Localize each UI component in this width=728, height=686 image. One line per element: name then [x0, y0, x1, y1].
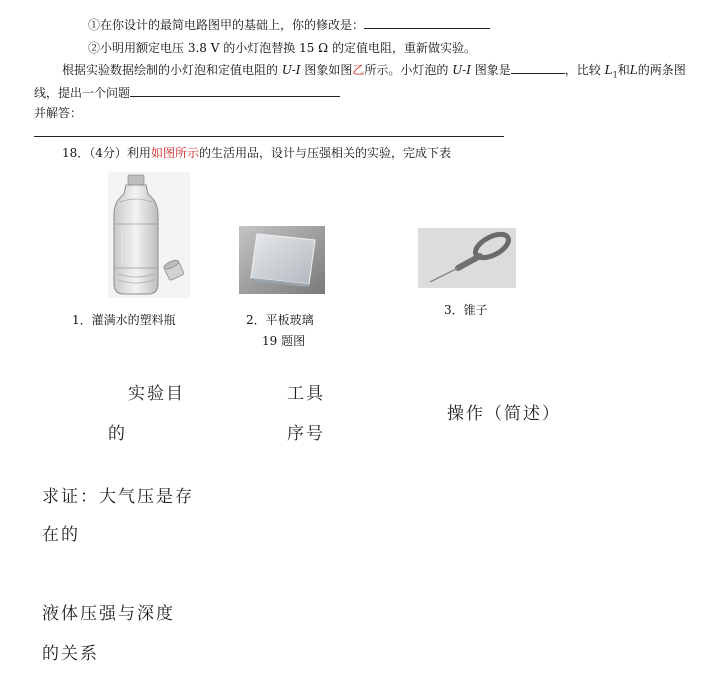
header-purpose-line-1: 实验目: [128, 384, 185, 404]
row2-purpose-line-2: 的关系: [42, 644, 99, 664]
answer-blank: [511, 61, 565, 74]
ui-label: U-I: [281, 63, 301, 77]
figure-label-2: 2．平板玻璃: [246, 313, 314, 327]
row2-purpose-line-1: 液体压强与深度: [42, 604, 175, 624]
q18-text: ）利用: [114, 146, 151, 160]
q17-line-2-text: 的小灯泡替换: [223, 41, 296, 55]
figure-ref-red: 乙: [352, 63, 365, 77]
q17-line-3-text: 图象如图: [304, 63, 353, 77]
q17-line-3-text: ，比较: [564, 63, 601, 77]
plastic-bottle-image: [108, 172, 190, 298]
row1-purpose-line-2: 在的: [42, 525, 80, 545]
answer-blank: [130, 84, 340, 97]
header-operation: 操作（简述）: [447, 404, 561, 424]
figure-label-1: 1．灌满水的塑料瓶: [72, 313, 176, 327]
q18-number: 18．（: [62, 146, 96, 160]
q17-line-5: 并解答：: [34, 106, 83, 120]
flat-glass-image: [239, 226, 325, 294]
awl-image: [418, 228, 516, 288]
q17-line-3: [62, 61, 686, 79]
header-tool-line-2: 序号: [287, 424, 325, 444]
answer-blank: [364, 16, 490, 29]
q17-line-3-text: 的两条图: [637, 63, 686, 77]
ui-label: U-I: [452, 63, 471, 77]
q17-line-2-text: 的定值电阻，重新做实验。: [331, 41, 476, 55]
q17-line-1: [88, 16, 490, 33]
row1-purpose-line-1: 求证：大气压是存: [42, 487, 194, 507]
header-purpose-line-2: 的: [108, 424, 127, 444]
figure-caption: 19 题图: [262, 334, 306, 348]
q17-line-3-text: 和: [617, 63, 630, 77]
answer-line: [34, 136, 504, 137]
q18-stem: [62, 144, 451, 161]
q17-line-4-text: 线，提出一个问题: [34, 86, 131, 100]
q18-points: 4分: [95, 146, 115, 160]
figure-label-3: 3．锥子: [444, 303, 488, 317]
lamp-label: L: [629, 63, 638, 77]
header-tool-line-1: 工具: [287, 384, 325, 404]
q17-line-3-text: 所示。小灯泡的: [364, 63, 449, 77]
q18-text: 的生活用品，设计与压强相关的实验，完成下表: [198, 146, 451, 160]
rated-voltage: 3.8 V: [187, 41, 220, 55]
q17-line-1-text: ①在你设计的最简电路图甲的基础上，你的修改是：: [88, 18, 365, 32]
q17-line-3-text: 根据实验数据绘制的小灯泡和定值电阻的: [62, 63, 279, 77]
q17-line-2-text: ②小明用额定电压: [88, 41, 185, 55]
q17-line-3-text: 图象是: [474, 63, 511, 77]
lamp-subscript: 1: [612, 70, 618, 80]
lamp-label: L: [604, 63, 613, 77]
q17-line-2: [88, 39, 476, 56]
q17-line-4: [34, 84, 340, 101]
figure-ref-red: 如图所示: [150, 146, 199, 160]
resistance-value: 15 Ω: [299, 41, 329, 55]
